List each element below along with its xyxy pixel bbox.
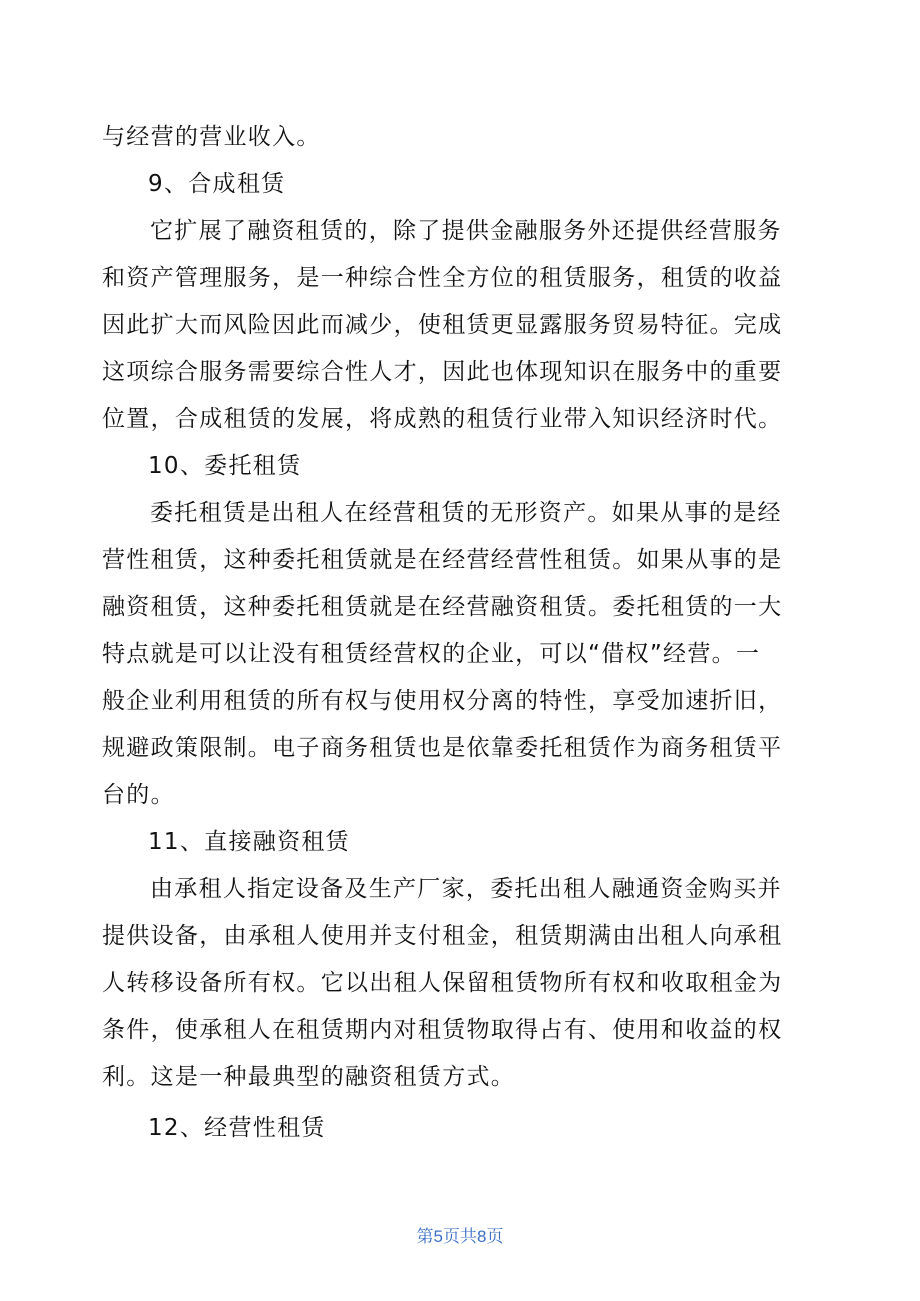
text-line: 与经营的营业收入。	[102, 124, 321, 150]
section-heading: 10、委托租赁	[148, 453, 302, 479]
section-heading: 11、直接融资租赁	[148, 829, 350, 855]
text-line: 位置，合成租赁的发展，将成熟的租赁行业带入知识经济时代。	[102, 406, 783, 432]
text-line: 提供设备，由承租人使用并支付租金，租赁期满由出租人向承租	[102, 923, 783, 949]
text-line: 因此扩大而风险因此而减少，使租赁更显露服务贸易特征。完成	[102, 312, 783, 338]
text-line: 这项综合服务需要综合性人才，因此也体现知识在服务中的重要	[102, 359, 783, 385]
paragraph-first-line: 委托租赁是出租人在经营租赁的无形资产。如果从事的是经	[150, 500, 782, 526]
text-line: 融资租赁，这种委托租赁就是在经营融资租赁。委托租赁的一大	[102, 594, 783, 620]
page-number: 第5页共8页	[416, 1227, 504, 1246]
text-line: 特点就是可以让没有租赁经营权的企业，可以“借权”经营。一	[102, 641, 761, 667]
text-line: 和资产管理服务，是一种综合性全方位的租赁服务，租赁的收益	[102, 265, 783, 291]
paragraph-first-line: 由承租人指定设备及生产厂家，委托出租人融通资金购买并	[150, 876, 782, 902]
document-body	[102, 114, 782, 1152]
text-line: 规避政策限制。电子商务租赁也是依靠委托租赁作为商务租赁平	[102, 735, 783, 761]
section-heading: 12、经营性租赁	[148, 1115, 326, 1141]
text-line: 营性租赁，这种委托租赁就是在经营经营性租赁。如果从事的是	[102, 547, 783, 573]
text-line: 条件，使承租人在租赁期内对租赁物取得占有、使用和收益的权	[102, 1017, 783, 1043]
text-line: 台的。	[102, 782, 175, 808]
paragraph-first-line: 它扩展了融资租赁的，除了提供金融服务外还提供经营服务	[150, 218, 782, 244]
section-heading: 9、合成租赁	[148, 171, 286, 197]
text-line: 般企业利用租赁的所有权与使用权分离的特性，享受加速折旧，	[102, 688, 783, 714]
text-line: 利。这是一种最典型的融资租赁方式。	[102, 1064, 516, 1090]
text-line: 人转移设备所有权。它以出租人保留租赁物所有权和收取租金为	[102, 970, 783, 996]
